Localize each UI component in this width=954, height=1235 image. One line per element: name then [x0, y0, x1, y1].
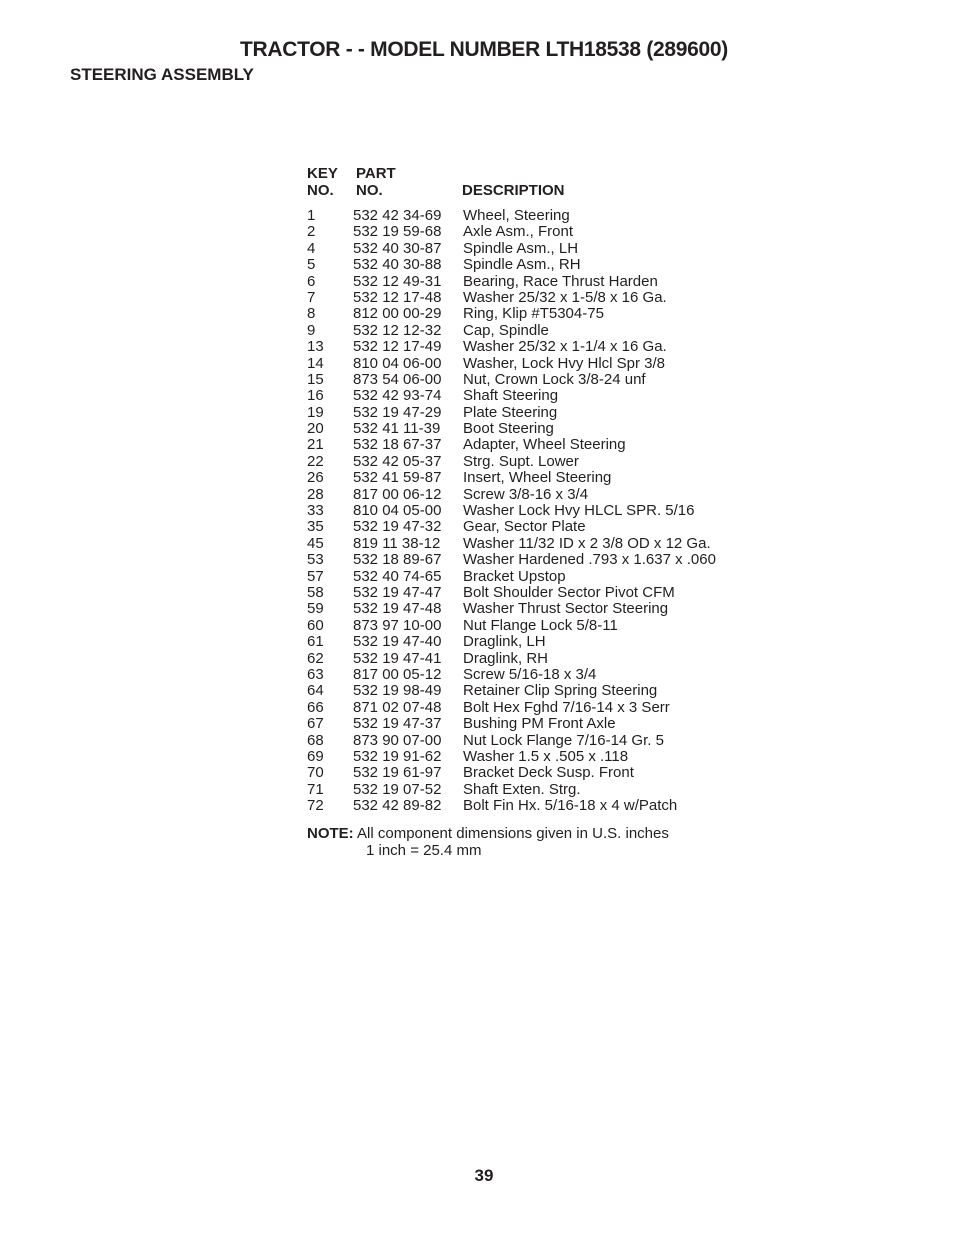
- key-cell: 14: [307, 354, 324, 372]
- table-row: [307, 224, 669, 240]
- table-row: [307, 339, 669, 355]
- key-cell: 7: [307, 288, 316, 306]
- table-row: [307, 716, 669, 732]
- part-number-cell: 532 19 47-40: [353, 633, 442, 651]
- table-row: [307, 323, 669, 339]
- description-cell: Spindle Asm., LH: [463, 239, 579, 257]
- part-number-cell: 873 90 07-00: [353, 731, 442, 749]
- table-row: [307, 274, 669, 290]
- table-row: [307, 700, 669, 716]
- description-cell: Bolt Fin Hx. 5/16-18 x 4 w/Patch: [463, 797, 678, 815]
- table-row: [307, 405, 669, 421]
- table-row: [307, 667, 669, 683]
- key-cell: 64: [307, 682, 324, 700]
- note-line1: All component dimensions given in U.S. inches: [357, 825, 669, 843]
- description-cell: Washer 25/32 x 1-5/8 x 16 Ga.: [463, 288, 667, 306]
- description-cell: Strg. Supt. Lower: [463, 452, 579, 470]
- description-cell: Retainer Clip Spring Steering: [463, 682, 658, 700]
- table-row: [307, 534, 711, 552]
- part-number-cell: 873 97 10-00: [353, 616, 442, 634]
- note-label: NOTE:: [307, 825, 354, 843]
- part-number-cell: 812 00 00-29: [353, 305, 442, 323]
- part-number-cell: 532 12 17-49: [353, 338, 442, 356]
- table-row: [307, 208, 669, 224]
- key-cell: 6: [307, 272, 316, 290]
- key-cell: 19: [307, 403, 324, 421]
- parts-rows: [307, 207, 716, 815]
- description-cell: Axle Asm., Front: [463, 223, 574, 241]
- description-cell: Bolt Shoulder Sector Pivot CFM: [463, 583, 675, 601]
- description-cell: Bracket Deck Susp. Front: [463, 764, 634, 782]
- part-number-cell: 532 19 47-47: [353, 583, 442, 601]
- key-cell: 28: [307, 485, 324, 503]
- description-cell: Boot Steering: [463, 420, 554, 438]
- key-cell: 71: [307, 780, 324, 798]
- part-number-cell: 873 54 06-00: [353, 370, 442, 388]
- table-row: [307, 583, 675, 601]
- key-cell: 66: [307, 698, 324, 716]
- part-number-cell: 532 42 89-82: [353, 797, 442, 815]
- description-cell: Insert, Wheel Steering: [463, 469, 612, 487]
- part-number-cell: 532 18 67-37: [353, 436, 442, 454]
- part-number-cell: 817 00 06-12: [353, 485, 442, 503]
- part-number-cell: 532 19 91-62: [353, 747, 442, 765]
- table-row: [307, 601, 669, 617]
- part-number-cell: 532 12 49-31: [353, 272, 442, 290]
- description-cell: Washer 25/32 x 1-1/4 x 16 Ga.: [463, 338, 667, 356]
- key-cell: 60: [307, 616, 324, 634]
- description-cell: Washer, Lock Hvy Hlcl Spr 3/8: [463, 354, 666, 372]
- table-row: [307, 765, 669, 781]
- table-row: [307, 551, 716, 569]
- section-title: STEERING ASSEMBLY: [70, 65, 254, 84]
- key-cell: 69: [307, 747, 324, 765]
- key-cell: 62: [307, 649, 324, 667]
- table-row: [307, 782, 669, 798]
- description-cell: Bearing, Race Thrust Harden: [463, 272, 658, 290]
- part-number-cell: 532 19 47-37: [353, 715, 442, 733]
- description-cell: Spindle Asm., RH: [463, 256, 581, 274]
- part-header-line2: NO.: [356, 182, 383, 199]
- part-number-cell: 817 00 05-12: [353, 665, 442, 683]
- key-cell: 72: [307, 797, 324, 815]
- description-cell: Washer Hardened .793 x 1.637 x .060: [463, 551, 716, 569]
- table-row: [307, 733, 669, 749]
- part-number-cell: 532 42 34-69: [353, 207, 442, 224]
- part-number-cell: 532 18 89-67: [353, 551, 442, 569]
- table-row: [307, 454, 669, 470]
- description-cell: Wheel, Steering: [463, 207, 570, 224]
- part-number-cell: 532 41 59-87: [353, 469, 442, 487]
- table-row: [307, 388, 669, 404]
- description-cell: Nut Lock Flange 7/16-14 Gr. 5: [463, 731, 664, 749]
- part-number-cell: 532 19 61-97: [353, 764, 442, 782]
- description-cell: Plate Steering: [463, 403, 558, 421]
- part-number-cell: 532 42 05-37: [353, 452, 442, 470]
- description-cell: Washer Lock Hvy HLCL SPR. 5/16: [463, 502, 695, 520]
- part-number-cell: 532 19 59-68: [353, 223, 442, 241]
- part-number-cell: 810 04 06-00: [353, 354, 442, 372]
- table-row: [307, 290, 669, 306]
- part-number-cell: 532 40 74-65: [353, 567, 442, 585]
- key-cell: 2: [307, 223, 316, 241]
- table-row: [307, 241, 669, 257]
- description-cell: Shaft Exten. Strg.: [463, 780, 581, 798]
- part-number-cell: 810 04 05-00: [353, 502, 442, 520]
- key-cell: 16: [307, 387, 324, 405]
- table-row: [307, 470, 669, 486]
- key-cell: 45: [307, 534, 324, 552]
- table-row: [307, 502, 695, 520]
- table-row: [307, 797, 678, 815]
- part-header-line1: PART: [356, 165, 396, 182]
- parts-list: [307, 165, 716, 859]
- part-number-cell: 819 11 38-12: [353, 534, 441, 552]
- table-row: [307, 437, 669, 453]
- key-cell: 4: [307, 239, 316, 257]
- part-number-cell: 532 42 93-74: [353, 387, 442, 405]
- table-row: [307, 634, 669, 650]
- table-row: [307, 421, 669, 437]
- description-cell: Bolt Hex Fghd 7/16-14 x 3 Serr: [463, 698, 670, 716]
- table-row: [307, 749, 669, 765]
- description-cell: Bushing PM Front Axle: [463, 715, 616, 733]
- part-number-cell: 532 19 47-32: [353, 518, 442, 536]
- table-row: [307, 356, 669, 372]
- description-cell: Washer Thrust Sector Steering: [463, 600, 669, 618]
- description-cell: Cap, Spindle: [463, 321, 549, 339]
- page-number: 39: [474, 1166, 494, 1185]
- description-cell: Shaft Steering: [463, 387, 559, 405]
- key-cell: 70: [307, 764, 324, 782]
- description-cell: Gear, Sector Plate: [463, 518, 586, 536]
- table-row: [307, 683, 669, 699]
- key-cell: 57: [307, 567, 324, 585]
- table-row: [307, 519, 669, 535]
- description-cell: Ring, Klip #T5304-75: [463, 305, 604, 323]
- part-number-cell: 532 40 30-88: [353, 256, 442, 274]
- key-cell: 15: [307, 370, 324, 388]
- key-cell: 9: [307, 321, 316, 339]
- key-cell: 26: [307, 469, 324, 487]
- note: [307, 826, 669, 859]
- description-cell: Washer 1.5 x .505 x .118: [463, 747, 629, 765]
- description-cell: Screw 3/8-16 x 3/4: [463, 485, 589, 503]
- page-title: TRACTOR - - MODEL NUMBER LTH18538 (289600): [240, 38, 728, 61]
- key-cell: 63: [307, 665, 324, 683]
- part-number-cell: 532 19 47-48: [353, 600, 442, 618]
- part-number-cell: 532 40 30-87: [353, 239, 442, 257]
- description-cell: Adapter, Wheel Steering: [463, 436, 626, 454]
- key-cell: 58: [307, 583, 324, 601]
- part-number-cell: 532 12 17-48: [353, 288, 442, 306]
- description-cell: Draglink, RH: [463, 649, 549, 667]
- key-cell: 1: [307, 207, 316, 224]
- part-number-cell: 532 19 47-41: [353, 649, 442, 667]
- key-cell: 68: [307, 731, 324, 749]
- table-row: [307, 487, 669, 503]
- table-row: [307, 257, 669, 273]
- key-cell: 8: [307, 305, 316, 323]
- key-header-line1: KEY: [307, 165, 338, 182]
- parts-list-header: [307, 165, 669, 202]
- table-row: [307, 651, 669, 667]
- key-cell: 20: [307, 420, 324, 438]
- description-cell: Nut Flange Lock 5/8-11: [463, 616, 618, 634]
- description-cell: Nut, Crown Lock 3/8-24 unf: [463, 370, 646, 388]
- key-cell: 67: [307, 715, 324, 733]
- description-cell: Draglink, LH: [463, 633, 546, 651]
- table-row: [307, 372, 669, 388]
- table-row: [307, 618, 669, 634]
- key-cell: 21: [307, 436, 324, 454]
- key-cell: 33: [307, 502, 324, 520]
- key-cell: 22: [307, 452, 324, 470]
- description-cell: Screw 5/16-18 x 3/4: [463, 665, 597, 683]
- key-cell: 5: [307, 256, 316, 274]
- description-cell: Washer 11/32 ID x 2 3/8 OD x 12 Ga.: [463, 534, 711, 552]
- description-header: DESCRIPTION: [462, 182, 565, 199]
- part-number-cell: 532 19 47-29: [353, 403, 442, 421]
- part-number-cell: 532 19 98-49: [353, 682, 442, 700]
- key-header-line2: NO.: [307, 182, 334, 199]
- description-cell: Bracket Upstop: [463, 567, 566, 585]
- table-row: [307, 306, 669, 322]
- part-number-cell: 532 12 12-32: [353, 321, 442, 339]
- part-number-cell: 871 02 07-48: [353, 698, 442, 716]
- key-cell: 35: [307, 518, 324, 536]
- part-number-cell: 532 41 11-39: [353, 420, 441, 438]
- part-number-cell: 532 19 07-52: [353, 780, 442, 798]
- table-row: [307, 569, 669, 585]
- note-line2: 1 inch = 25.4 mm: [366, 841, 482, 859]
- key-cell: 59: [307, 600, 324, 618]
- key-cell: 61: [307, 633, 324, 651]
- key-cell: 53: [307, 551, 324, 569]
- key-cell: 13: [307, 338, 324, 356]
